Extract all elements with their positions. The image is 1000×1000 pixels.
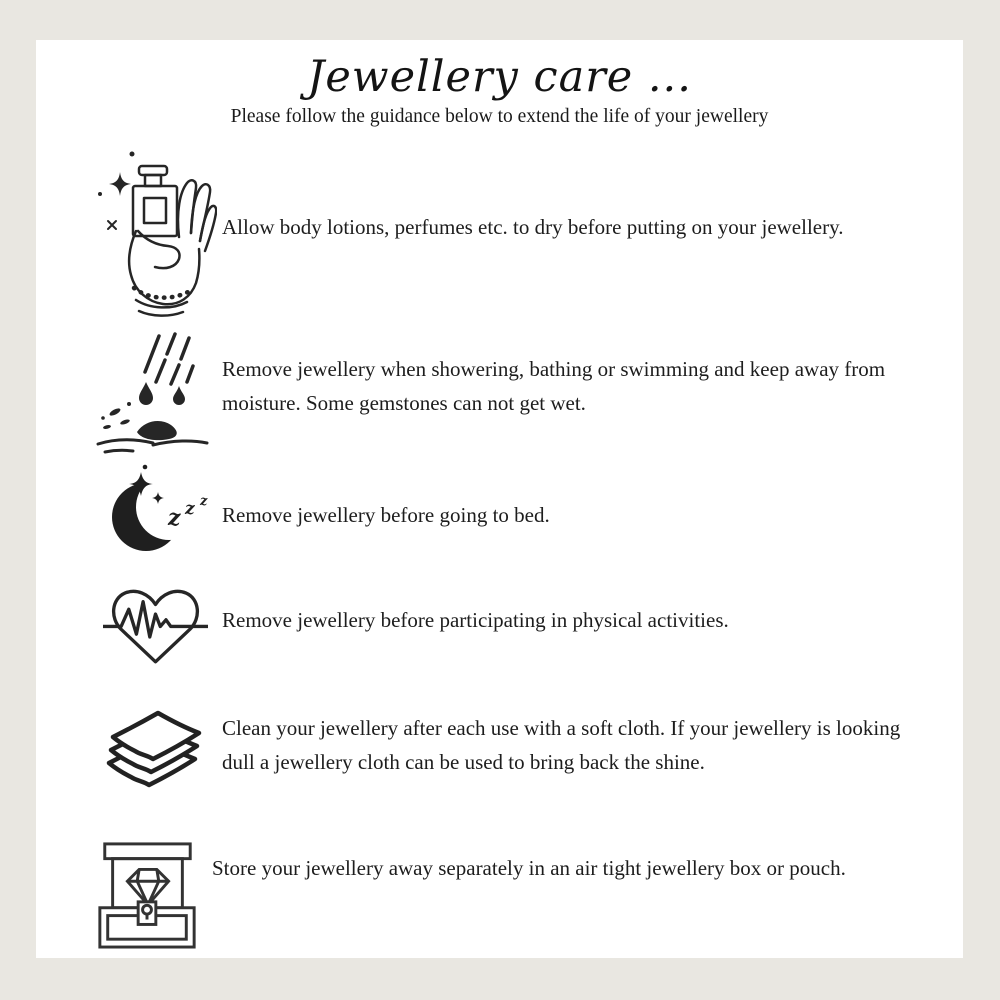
care-tip-text: Remove jewellery when showering, bathing or swimming and keep away from moisture. Some gemstones can not get wet. bbox=[222, 357, 886, 415]
heartbeat-icon bbox=[103, 585, 208, 667]
care-tip-text: Remove jewellery before participating in physical activities. bbox=[222, 608, 729, 632]
care-tip-text: Clean your jewellery after each use with a soft cloth. If your jewellery is looking dull a jewellery cloth can be used to bring back the shine. bbox=[222, 716, 901, 774]
perfume-hand-icon bbox=[92, 145, 217, 320]
page-title: Jewellery care ... bbox=[307, 52, 692, 102]
water-splash-icon bbox=[95, 332, 210, 457]
sleep-z-glyph: z bbox=[200, 494, 208, 509]
care-tip-text: Remove jewellery before going to bed. bbox=[222, 503, 550, 527]
soft-cloth-icon bbox=[98, 703, 210, 795]
page-subtitle: Please follow the guidance below to extend the life of your jewellery bbox=[230, 106, 769, 127]
care-tip-text: Allow body lotions, perfumes etc. to dry before putting on your jewellery. bbox=[222, 215, 844, 239]
care-tip-text: Store your jewellery away separately in an air tight jewellery box or pouch. bbox=[212, 856, 846, 880]
care-card bbox=[36, 40, 963, 958]
sleep-z-glyph: z bbox=[185, 499, 195, 519]
jewellery-box-icon bbox=[92, 835, 202, 953]
moon-sleep-icon bbox=[112, 462, 217, 557]
sleep-z-glyph: z bbox=[168, 505, 181, 531]
